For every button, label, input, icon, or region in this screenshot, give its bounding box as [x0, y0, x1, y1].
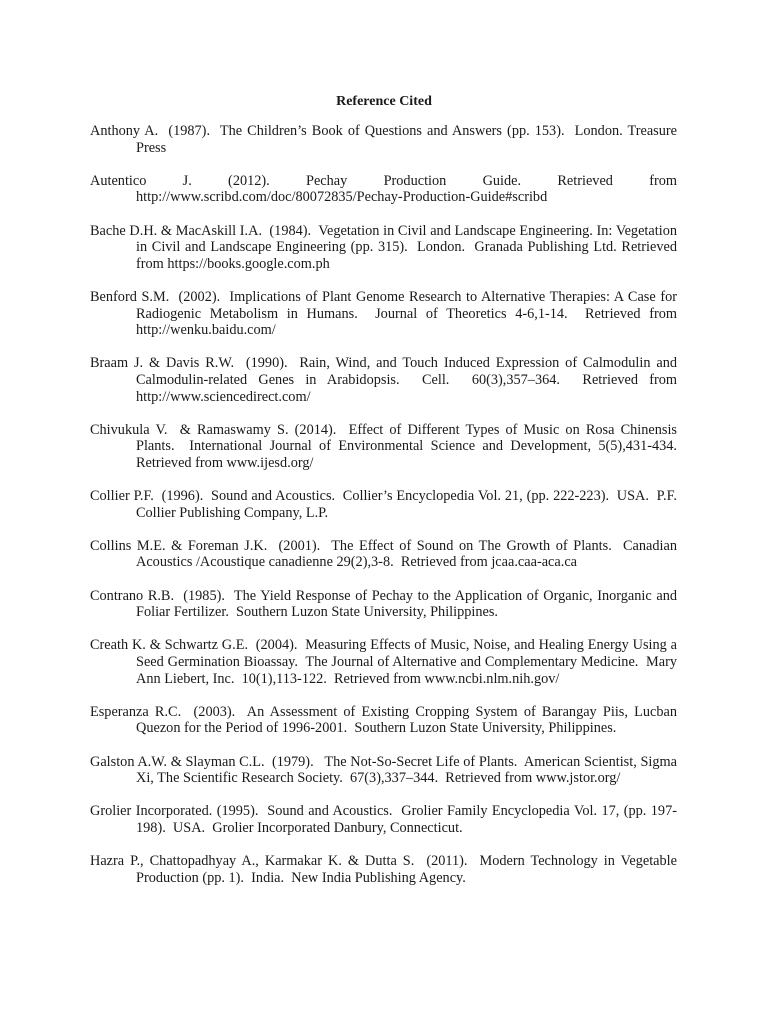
- reference-entry: Creath K. & Schwartz G.E. (2004). Measuring Effects of Music, Noise, and Healing Energy Using a Seed Germination Bioassay. The Journal of Alternative and Complementary Medicine. Mary Ann Liebert, Inc. 10(1),113-122. Retrieved from www.ncbi.nlm.nih.gov/: [90, 637, 681, 687]
- reference-entry: Bache D.H. & MacAskill I.A. (1984). Vegetation in Civil and Landscape Engineering. In: Vegetation in Civil and Landscape Engineering (pp. 315). London. Granada Publishing Ltd. Retrieved from https://books.google.com.ph: [90, 222, 681, 272]
- reference-entry: Hazra P., Chattopadhyay A., Karmakar K. & Dutta S. (2011). Modern Technology in Vegetable Production (pp. 1). India. New India Publishing Agency.: [90, 853, 681, 886]
- reference-entry: Galston A.W. & Slayman C.L. (1979). The Not-So-Secret Life of Plants. American Scientist, Sigma Xi, The Scientific Research Society. 67(3),337–344. Retrieved from www.jstor.org/: [90, 753, 681, 787]
- reference-entry: Benford S.M. (2002). Implications of Plant Genome Research to Alternative Therapies: A Case for Radiogenic Metabolism in Humans. Journal of Theoretics 4-6,1-14. Retrieved from http://wenku.baidu.com/: [90, 288, 681, 339]
- reference-entry: Autentico J. (2012). Pechay Production Guide. Retrieved from http://www.scribd.com/doc/80072835/Pechay-Production-Guide#scribd: [90, 172, 681, 206]
- reference-entry: Braam J. & Davis R.W. (1990). Rain, Wind, and Touch Induced Expression of Calmodulin and Calmodulin-related Genes in Arabidopsis. Cell. 60(3),357–364. Retrieved from http://www.sciencedirect.com/: [90, 355, 681, 405]
- reference-entry: Esperanza R.C. (2003). An Assessment of Existing Cropping System of Barangay Piis, Lucban Quezon for the Period of 1996-2001. Southern Luzon State University, Philippines.: [90, 703, 681, 737]
- page-title: Reference Cited: [336, 94, 432, 109]
- reference-entry: Contrano R.B. (1985). The Yield Response of Pechay to the Application of Organic, Inorganic and Foliar Fertilizer. Southern Luzon State University, Philippines.: [90, 587, 681, 621]
- reference-list: [90, 123, 685, 903]
- reference-entry: Collier P.F. (1996). Sound and Acoustics. Collier’s Encyclopedia Vol. 21, (pp. 222-223). USA. P.F. Collier Publishing Company, L.P.: [90, 488, 681, 521]
- reference-entry: Collins M.E. & Foreman J.K. (2001). The Effect of Sound on The Growth of Plants. Canadian Acoustics /Acoustique canadienne 29(2),3-8. Retrieved from jcaa.caa-aca.ca: [90, 537, 680, 571]
- reference-entry: Grolier Incorporated. (1995). Sound and Acoustics. Grolier Family Encyclopedia Vol. 17, (pp. 197-198). USA. Grolier Incorporated Danbury, Connecticut.: [90, 803, 677, 836]
- reference-entry: Chivukula V. & Ramaswamy S. (2014). Effect of Different Types of Music on Rosa Chinensis Plants. International Journal of Environmental Science and Development, 5(5),431-434. Retrieved from www.ijesd.org/: [90, 421, 685, 471]
- reference-entry: Anthony A. (1987). The Children’s Book of Questions and Answers (pp. 153). London. Treasure Press: [90, 123, 681, 156]
